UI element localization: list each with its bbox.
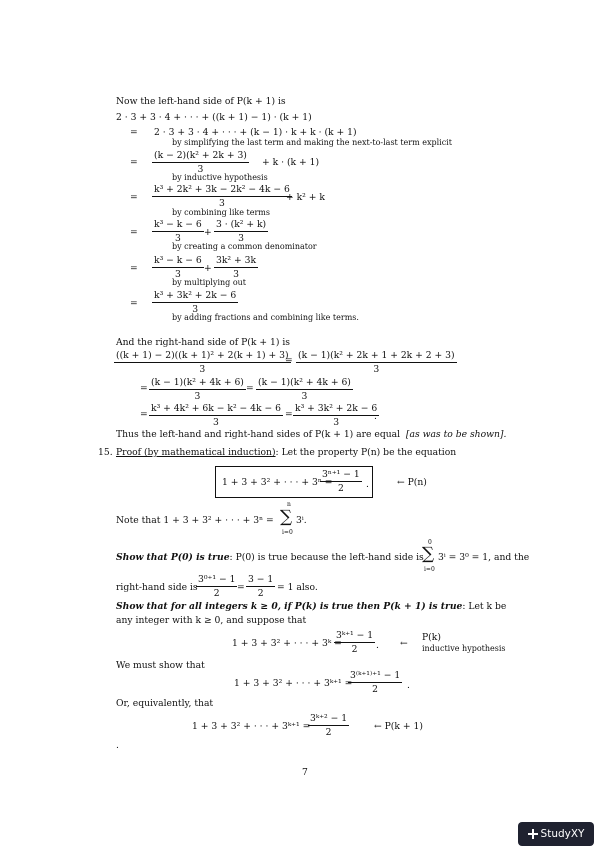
plus-sign: + — [204, 263, 212, 274]
sum-lower: i=0 — [424, 566, 435, 573]
page-number: 7 — [302, 767, 308, 778]
equivalently: Or, equivalently, that — [116, 698, 214, 709]
fraction: 3 · (k² + k) 3 — [216, 219, 267, 245]
rhs-intro: And the right-hand side of P(k + 1) is — [116, 337, 290, 348]
goal-lhs: 1 + 3 + 3² + · · · + 3ᵏ⁺¹ = — [234, 678, 353, 689]
fraction: 3 − 1 2 — [248, 574, 274, 600]
fraction: 3⁽ᵏ⁺¹⁾⁺¹ − 1 2 — [350, 670, 401, 696]
trailing-period: . — [116, 740, 119, 751]
goal2-lhs: 1 + 3 + 3² + · · · + 3ᵏ⁺¹ = — [192, 721, 311, 732]
base-case: Show that P(0) is true: P(0) is true because the left-hand side is — [116, 552, 424, 563]
sum-upper: 0 — [428, 539, 432, 546]
eq-sign: = — [285, 409, 293, 420]
fraction: (k − 1)(k² + 4k + 6) 3 — [151, 377, 244, 403]
eq-sign: = — [130, 227, 138, 238]
note-text: Note that 1 + 3 + 3² + · · · + 3ⁿ = — [116, 515, 274, 526]
lhs-intro: Now the left-hand side of P(k + 1) is — [116, 96, 286, 107]
eq-sign: = — [140, 383, 148, 394]
box-lhs: 1 + 3 + 3² + · · · + 3ⁿ = — [222, 477, 333, 488]
fraction: 3ᵏ⁺¹ − 1 2 — [336, 630, 374, 656]
fraction: k³ + 4k² + 6k − k² − 4k − 6 3 — [151, 403, 281, 429]
fraction: (k − 2)(k² + 2k + 3) 3 — [154, 150, 247, 176]
reason-4: by creating a common denominator — [172, 242, 317, 251]
hyp-arrow: ← — [400, 638, 408, 649]
pn-tag: ← P(n) — [397, 477, 427, 488]
fraction: k³ − k − 6 3 — [154, 219, 202, 245]
proof-header: Proof (by mathematical induction): Let the property P(n) be the equation — [116, 447, 457, 458]
eq-sign: = — [130, 298, 138, 309]
fraction: k³ − k − 6 3 — [154, 255, 202, 281]
fraction: 3ᵏ⁺² − 1 2 — [310, 713, 348, 739]
sum-lower: i=0 — [282, 529, 293, 536]
fraction: k³ + 3k² + 2k − 6 3 — [295, 403, 378, 429]
base-sum-term: 3ⁱ = 3⁰ = 1, and the — [438, 552, 530, 563]
fraction: k³ + 2k² + 3k − 2k² − 4k − 6 3 — [154, 184, 290, 210]
base-line2: right-hand side is — [116, 582, 198, 593]
eq-sign: = — [130, 127, 138, 138]
plus-icon — [528, 829, 538, 839]
fraction: 3k² + 3k 3 — [216, 255, 257, 281]
eq-sign: = — [237, 582, 245, 593]
eq-sign: = — [246, 383, 254, 394]
inductive-step: Show that for all integers k ≥ 0, if P(k) is true then P(k + 1) is true: Let k be — [116, 601, 507, 612]
studyxy-watermark — [518, 822, 594, 846]
reason-2: by inductive hypothesis — [172, 173, 268, 182]
fraction: (k − 1)(k² + 4k + 6) 3 — [258, 377, 351, 403]
term-tail: + k² + k — [286, 192, 325, 203]
hypothesis-lhs: 1 + 3 + 3² + · · · + 3ᵏ = — [232, 638, 342, 649]
fraction: ((k + 1) − 2)((k + 1)² + 2(k + 1) + 3) 3 — [116, 350, 289, 376]
sum-upper: n — [287, 501, 291, 508]
reason-5: by multiplying out — [172, 278, 247, 287]
base-end: = 1 also. — [277, 582, 318, 593]
fraction: 3⁰⁺¹ − 1 2 — [198, 574, 236, 600]
eq-sign: = — [130, 192, 138, 203]
plus-sign: + — [204, 227, 212, 238]
reason-1: by simplifying the last term and making the next-to-last term explicit — [172, 138, 452, 147]
fraction: k³ + 3k² + 2k − 6 3 — [154, 290, 237, 316]
hyp-note: inductive hypothesis — [422, 644, 506, 653]
reason-6: by adding fractions and combining like terms. — [172, 313, 359, 322]
rhs-conclusion: Thus the left-hand and right-hand sides of P(k + 1) are equal [as was to be shown]. — [116, 429, 507, 440]
watermark-text: StudyXY — [540, 828, 585, 840]
lhs-line0: 2 · 3 + 3 · 4 + · · · + ((k + 1) − 1) · (k + 1) — [116, 112, 312, 123]
fraction: 3ⁿ⁺¹ − 1 2 — [322, 469, 360, 495]
reason-3: by combining like terms — [172, 208, 270, 217]
must-show: We must show that — [116, 660, 205, 671]
eq-sign: = — [140, 409, 148, 420]
term-tail: + k · (k + 1) — [262, 157, 320, 168]
sum-term: 3ⁱ. — [296, 515, 307, 526]
problem-number: 15. — [98, 447, 113, 458]
lhs-line1: 2 · 3 + 3 · 4 + · · · + (k − 1) · k + k · (k + 1) — [154, 127, 357, 138]
sigma-symbol: ∑ — [280, 507, 293, 527]
hyp-label: P(k) — [422, 632, 441, 643]
fraction: (k − 1)(k² + 2k + 1 + 2k + 2 + 3) 3 — [298, 350, 455, 376]
eq-sign: = — [285, 355, 293, 366]
inductive-line2: any integer with k ≥ 0, and suppose that — [116, 615, 307, 626]
pk1-tag: ← P(k + 1) — [374, 721, 423, 732]
eq-sign: = — [130, 263, 138, 274]
sigma-symbol: ∑ — [422, 544, 435, 564]
eq-sign: = — [130, 157, 138, 168]
